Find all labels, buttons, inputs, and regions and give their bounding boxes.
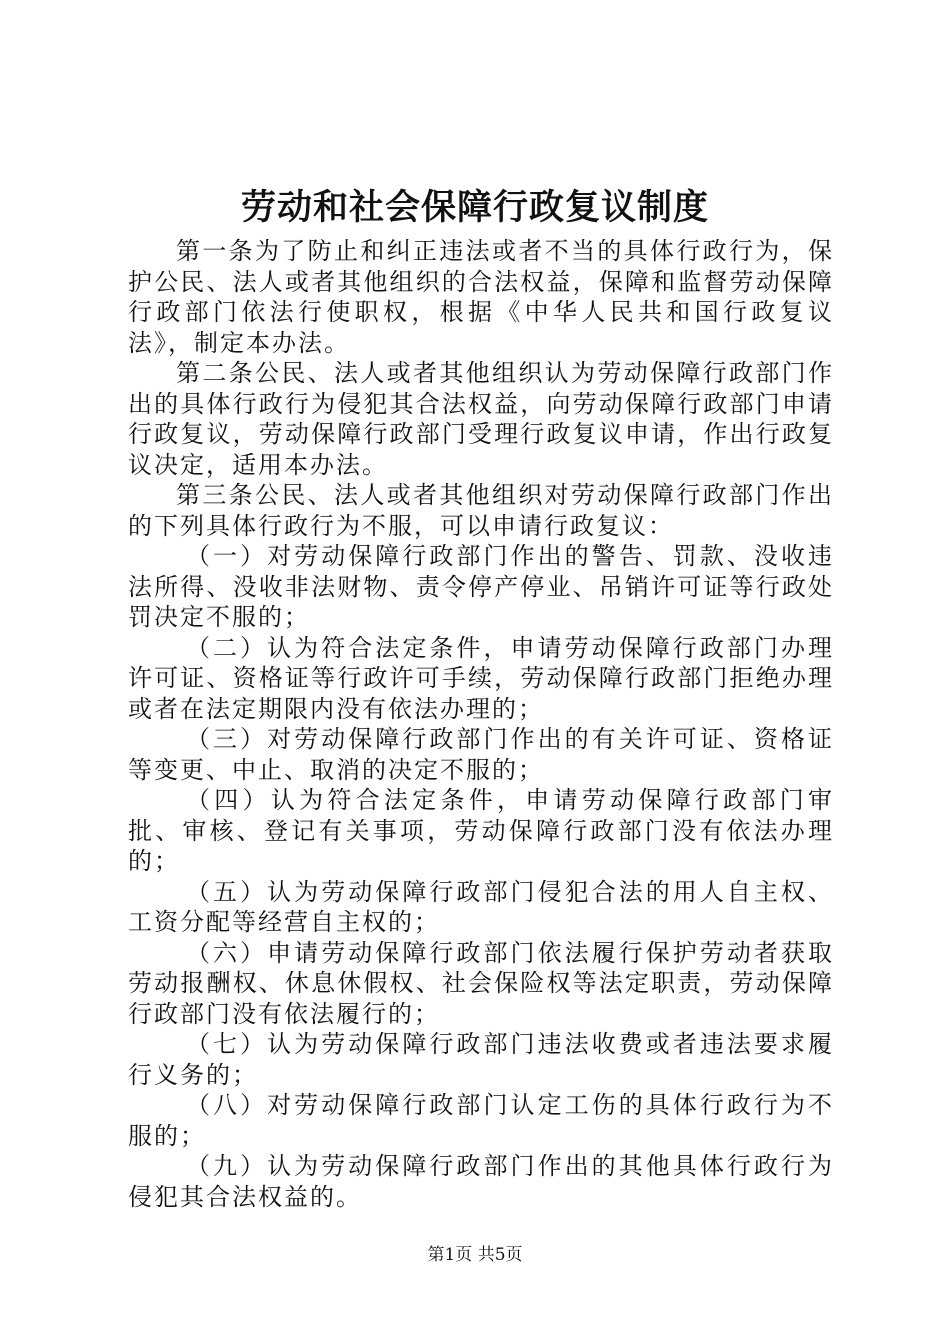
list-item-1: （一）对劳动保障行政部门作出的警告、罚款、没收违法所得、没收非法财物、责令停产停业、吊销许可证等行政处罚决定不服的； <box>128 542 834 631</box>
list-item-2: （二）认为符合法定条件，申请劳动保障行政部门办理许可证、资格证等行政许可手续，劳动保障行政部门拒绝办理或者在法定期限内没有依法办理的； <box>128 633 834 723</box>
document-body <box>128 236 834 1212</box>
list-item-3: （三）对劳动保障行政部门作出的有关许可证、资格证等变更、中止、取消的决定不服的； <box>128 725 834 784</box>
list-item-5: （五）认为劳动保障行政部门侵犯合法的用人自主权、工资分配等经营自主权的； <box>128 877 834 936</box>
paragraph-article-3: 第三条公民、法人或者其他组织对劳动保障行政部门作出的下列具体行政行为不服，可以申请行政复议： <box>128 481 834 540</box>
list-item-8: （八）对劳动保障行政部门认定工伤的具体行政行为不服的； <box>128 1091 834 1150</box>
document-title: 劳动和社会保障行政复议制度 <box>240 187 709 228</box>
page-number: 第1页 共5页 <box>427 1245 523 1265</box>
paragraph-article-2: 第二条公民、法人或者其他组织认为劳动保障行政部门作出的具体行政行为侵犯其合法权益，向劳动保障行政部门申请行政复议，劳动保障行政部门受理行政复议申请，作出行政复议决定，适用本办法。 <box>128 359 834 479</box>
paragraph-article-1: 第一条为了防止和纠正违法或者不当的具体行政行为，保护公民、法人或者其他组织的合法权益，保障和监督劳动保障行政部门依法行使职权，根据《中华人民共和国行政复议法》，制定本办法。 <box>128 237 834 357</box>
list-item-4: （四）认为符合法定条件，申请劳动保障行政部门审批、审核、登记有关事项，劳动保障行政部门没有依法办理的； <box>128 786 834 875</box>
list-item-6: （六）申请劳动保障行政部门依法履行保护劳动者获取劳动报酬权、休息休假权、社会保险权等法定职责，劳动保障行政部门没有依法履行的； <box>128 938 834 1028</box>
list-item-7: （七）认为劳动保障行政部门违法收费或者违法要求履行义务的； <box>128 1030 834 1089</box>
list-item-9: （九）认为劳动保障行政部门作出的其他具体行政行为侵犯其合法权益的。 <box>128 1152 834 1211</box>
